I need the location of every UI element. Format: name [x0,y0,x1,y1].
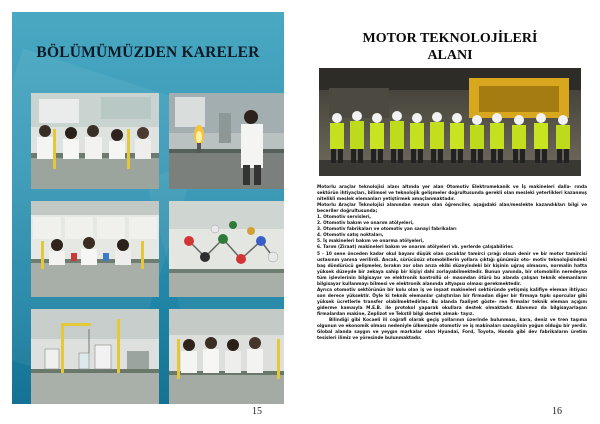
list-item: 4. Otomotiv satış noktaları, [317,233,384,239]
photo-molecular-models [169,201,284,297]
right-title-line2: ALANI [427,48,473,63]
list-item: 5. İş makineleri bakım ve onarma atölyeleri, [317,239,425,245]
photo-students-workshop [319,68,581,176]
right-title-line1: MOTOR TEKNOLOJİLERİ [362,31,538,46]
paragraph: Ayrıca otomotiv sektörünün bir kolu olan iş ve inşaat makineleri sektöründe yetişmiş kalifiye eleman ihtiyacı son derece yüksektir. Öyle ki teknik elemanlar çalıştırılan bir firmadan diğer bir firmaya tıpkı sporcular gibi yüksek ücretlerle transfer olabilmektedirler. Bu alanda faaliyet göste- ren firmalar teknik eleman açığını giderme kamaıyla M.E.B. ile protokol yaparak okullara destek olmaktadır. Alanımız da bilgisayarlaşan firmalardan makine, Zeplizot ve Tekstil bilgi destek almak- tayız. [317,287,587,317]
left-page-title: BÖLÜMÜMÜZDEN KARELER [36,44,260,61]
paragraph: 5 - 10 sene önceden kadar okul bayanı düşük olan çocuklar tamirci çırağı olsun denir ve bir motor tamircisi ustasının yanına verilirdi. Ancak, sürücüsüz otomobillerin yollara çıktığı günümüz oto- motiv teknolojisindeki baş döndürücü gelişmeler, bırakın zor olan arıza ekibi düzeyindeki bir kişinin uğraş olmasını, normalin hatta yüksek düzeyde bir zekaya sahip bir kişiyi dahi zorlayabilmektedir. Bunun yanında, bir otomobilin neredeyse tüm işlevlerinin bilgisayar ve elektronik kontrollü ol- masından ötürü bu alanda çalışan teknik elemanların bilgisayar kullanmayı bilmesi ve elektronik alanında altyapısı olması gerekmektedir. [317,251,587,287]
list-item: 6. Tarım (Ziraat) makineleri bakım ve onarım atölyeleri vb. yerlerde çalışabilirler. [317,245,514,251]
photo-lab-flame [169,93,284,189]
photo-students-group [169,309,284,404]
photo-students-workbench [31,93,159,189]
list-item: 3. Otomotiv fabrikaları ve otomotiv yan sanayi fabrikaları [317,227,457,233]
right-page-number: 16 [552,406,562,417]
right-page-title [316,30,584,64]
left-page-number: 15 [252,406,262,417]
list-item: 2. Otomotiv bakım ve onarım atölyeleri, [317,221,414,227]
body-text [317,185,587,342]
paragraph: Bilindiği gibi Kocaeli ili coğrafi olarak geçiş yollarının üzerinde bulunması, kara, deniz ve tren taşıma olgunun ve ekonomik olması nedeniyle ülkemizde otomotiv ve iş makinaları sanayiinin yoğun olduğu bir yerdir. Global alanda saygın ve yeygın markalar olan Hyundai, Ford, Toyota, Honda gibi dev fabrikaların üretim tesisleri ilimiz ve yöresinde bulunmaktadır. [317,318,587,342]
paragraph: Motorlu Araçlar Teknolojisi alanından mezun olan öğrenciler, aşağıdaki alan/meslekte kazandıkları bilgi ve beceriler doğrultusunda; [317,203,587,215]
paragraph: Motorlu araçlar teknolojisi alanı altında yer alan Otomotiv Elektromekanik ve İş makineleri dalla- rında sektörün ihtiyaçları, bilimsel ve teknolojik gelişmeler doğrultusunda gerekli olan mesleki yeterlikleri kazanmış nitelikli meslek elemanları yetiştirmek amaçlanmaktadır. [317,185,587,203]
left-page [12,12,284,404]
photo-lab-classroom [31,201,159,297]
list-item: 1. Otomotiv servisleri, [317,215,372,221]
photo-lab-equipment [31,309,159,404]
